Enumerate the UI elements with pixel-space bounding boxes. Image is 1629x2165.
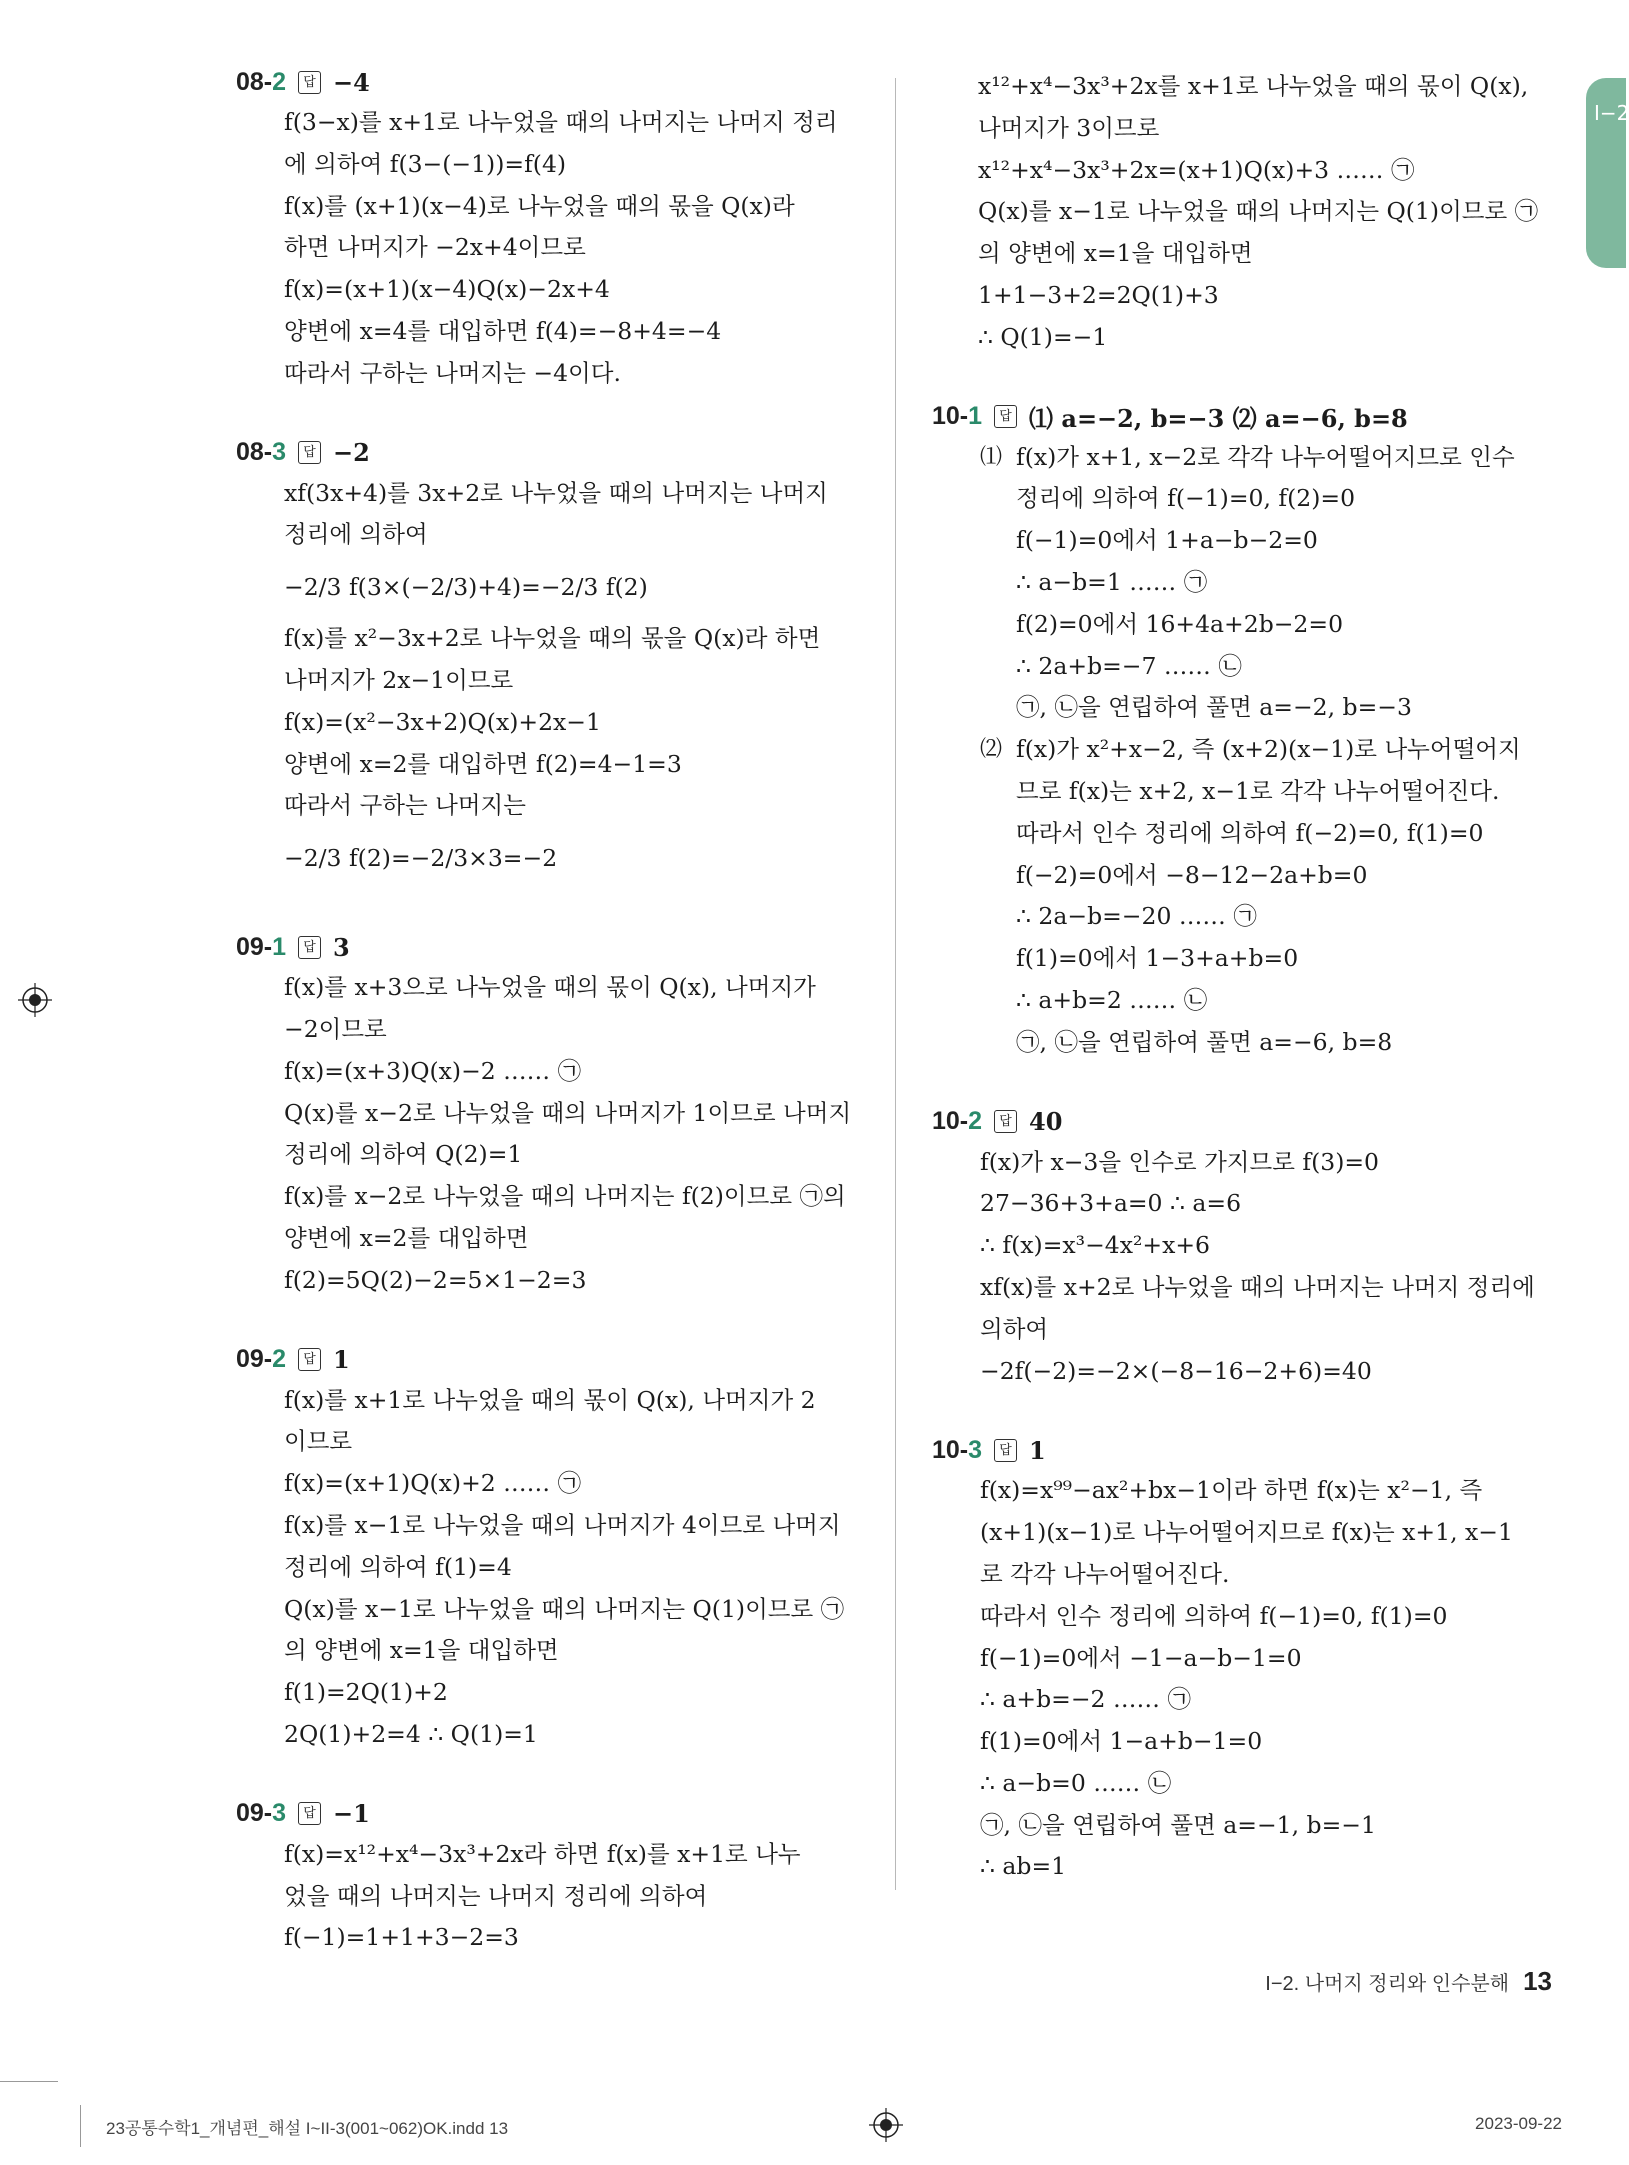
problem-number xyxy=(932,1107,982,1136)
solution-line: 에 의하여 f(3−(−1))=f(4) xyxy=(284,149,567,178)
solution-lines xyxy=(236,1834,864,1959)
answer-value: 1 xyxy=(333,1345,350,1375)
solution-line: ∴ f(x)=x³−4x²+x+6 xyxy=(980,1231,1210,1260)
problem-block xyxy=(932,1434,1558,1888)
solution-line: ∴ Q(1)=−1 xyxy=(978,322,1108,351)
solution-line: Q(x)를 x−1로 나누었을 때의 나머지는 Q(1)이므로 ㉠ xyxy=(978,197,1539,226)
solution-line: 양변에 x=2를 대입하면 xyxy=(284,1223,529,1252)
problem-number-main: 10- xyxy=(932,1435,969,1464)
solution-line: 1+1−3+2=2Q(1)+3 xyxy=(978,280,1219,309)
solution-line: 27−36+3+a=0 ∴ a=6 xyxy=(980,1189,1242,1218)
solution-line: −2/3 f(3×(−2/3)+4)=−2/3 f(2) xyxy=(284,573,648,602)
footer-section-title: I−2. 나머지 정리와 인수분해 xyxy=(1265,1973,1510,1995)
answer-badge-icon: 답 xyxy=(994,405,1017,428)
crop-line xyxy=(80,2105,81,2147)
solution-line: f(x)를 x²−3x+2로 나누었을 때의 몫을 Q(x)라 하면 xyxy=(284,624,821,653)
problem-number xyxy=(236,1345,286,1374)
page-footer xyxy=(1265,1966,1552,1997)
chapter-side-tab-label: I−2 xyxy=(1594,101,1629,125)
problem-header xyxy=(236,1798,864,1830)
solution-line: 하면 나머지가 −2x+4이므로 xyxy=(284,233,586,262)
solution-line: xf(x)를 x+2로 나누었을 때의 나머지는 나머지 정리에 xyxy=(980,1272,1535,1301)
solution-lines xyxy=(932,66,1558,359)
part-label: ⑵ xyxy=(980,737,1003,763)
solution-line: f(2)=0에서 16+4a+2b−2=0 xyxy=(1016,609,1344,638)
answer-badge-icon: 답 xyxy=(298,1348,321,1371)
problem-number-main: 08- xyxy=(236,67,273,96)
solution-line: f(x)를 x+3으로 나누었을 때의 몫이 Q(x), 나머지가 xyxy=(284,973,816,1002)
solution-line: ㉠, ㉡을 연립하여 풀면 a=−6, b=8 xyxy=(1016,1027,1393,1056)
answer-badge-icon: 답 xyxy=(298,441,321,464)
solution-line: Q(x)를 x−2로 나누었을 때의 나머지가 1이므로 나머지 xyxy=(284,1098,852,1127)
solution-line: 의 양변에 x=1을 대입하면 xyxy=(284,1636,559,1665)
solution-line: −2/3 f(2)=−2/3×3=−2 xyxy=(284,844,558,873)
column-divider xyxy=(895,78,896,1890)
problem-number xyxy=(236,438,286,467)
solution-line: f(−1)=0에서 −1−a−b−1=0 xyxy=(980,1643,1302,1672)
problem-number-sub: 2 xyxy=(272,1345,287,1374)
solution-line: f(1)=0에서 1−3+a+b=0 xyxy=(1016,944,1299,973)
problem-number-main: 09- xyxy=(236,1799,273,1828)
problem-block xyxy=(236,1798,864,1959)
problem-number-sub: 3 xyxy=(272,1799,287,1828)
solution-line: x¹²+x⁴−3x³+2x를 x+1로 나누었을 때의 몫이 Q(x), xyxy=(978,72,1529,100)
answer-badge-icon: 답 xyxy=(994,1439,1017,1462)
answer-badge-icon: 답 xyxy=(994,1110,1017,1133)
solution-line: 정리에 의하여 f(−1)=0, f(2)=0 xyxy=(1016,484,1356,513)
page-number: 13 xyxy=(1523,1966,1552,1996)
answer-value: −1 xyxy=(333,1799,370,1829)
solution-line: 나머지가 2x−1이므로 xyxy=(284,665,514,694)
registration-mark-icon xyxy=(869,2108,903,2142)
solution-line: xf(3x+4)를 3x+2로 나누었을 때의 나머지는 나머지 xyxy=(284,478,828,507)
answer-value: 1 xyxy=(1029,1435,1046,1465)
solution-line: f(x)가 x²+x−2, 즉 (x+2)(x−1)로 나누어떨어지 xyxy=(1016,735,1521,764)
solution-line: 정리에 의하여 Q(2)=1 xyxy=(284,1140,523,1169)
left-column xyxy=(236,66,864,2001)
solution-line: f(−1)=0에서 1+a−b−2=0 xyxy=(1016,526,1318,555)
solution-line: f(x)=x⁹⁹−ax²+bx−1이라 하면 f(x)는 x²−1, 즉 xyxy=(980,1476,1483,1505)
problem-number xyxy=(236,933,286,962)
solution-line: ∴ ab=1 xyxy=(980,1852,1067,1881)
solution-line: f(2)=5Q(2)−2=5×1−2=3 xyxy=(284,1265,587,1294)
solution-line: ㉠, ㉡을 연립하여 풀면 a=−2, b=−3 xyxy=(1016,693,1412,722)
solution-line: f(1)=0에서 1−a+b−1=0 xyxy=(980,1727,1263,1756)
solution-line: ∴ a+b=2 …… ㉡ xyxy=(1016,985,1208,1014)
problem-number-main: 08- xyxy=(236,438,273,467)
solution-line: 따라서 구하는 나머지는 −4이다. xyxy=(284,358,621,387)
solution-lines xyxy=(236,967,864,1301)
right-column xyxy=(932,66,1558,1930)
continued-solution xyxy=(932,66,1558,359)
solution-line: ∴ a+b=−2 …… ㉠ xyxy=(980,1685,1191,1714)
solution-lines xyxy=(236,102,864,395)
problem-header xyxy=(932,1106,1558,1138)
solution-line: 었을 때의 나머지는 나머지 정리에 의하여 xyxy=(284,1881,708,1910)
solution-line: −2이므로 xyxy=(284,1014,387,1043)
solution-line: 양변에 x=4를 대입하면 f(4)=−8+4=−4 xyxy=(284,316,722,345)
problem-block xyxy=(236,437,864,890)
problem-block xyxy=(236,66,864,395)
solution-line: f(x)=(x+1)Q(x)+2 …… ㉠ xyxy=(284,1469,582,1498)
solution-line: 이므로 xyxy=(284,1427,353,1456)
solution-line: x¹²+x⁴−3x³+2x=(x+1)Q(x)+3 …… ㉠ xyxy=(978,155,1415,184)
print-date: 2023-09-22 xyxy=(1475,2114,1562,2133)
solution-lines xyxy=(932,1470,1558,1888)
problem-number-main: 10- xyxy=(932,1107,969,1136)
solution-line: 따라서 인수 정리에 의하여 f(−2)=0, f(1)=0 xyxy=(1016,818,1484,847)
solution-line: f(−1)=1+1+3−2=3 xyxy=(284,1923,519,1952)
solution-line: ∴ 2a+b=−7 …… ㉡ xyxy=(1016,651,1242,680)
problem-block xyxy=(932,401,1558,1064)
solution-line: f(x)=(x²−3x+2)Q(x)+2x−1 xyxy=(284,707,601,736)
solution-line: 로 각각 나누어떨어진다. xyxy=(980,1559,1230,1588)
problem-number-main: 10- xyxy=(932,402,969,431)
solution-line: 의하여 xyxy=(980,1314,1049,1343)
answer-value: −4 xyxy=(333,67,370,97)
solution-line: f(1)=2Q(1)+2 xyxy=(284,1678,448,1707)
solution-line: f(x)가 x−3을 인수로 가지므로 f(3)=0 xyxy=(980,1147,1379,1176)
problem-block xyxy=(236,931,864,1301)
problem-number-sub: 1 xyxy=(272,932,287,961)
solution-line: ㉠, ㉡을 연립하여 풀면 a=−1, b=−1 xyxy=(980,1810,1376,1839)
solution-lines xyxy=(932,1142,1558,1393)
solution-lines xyxy=(980,437,1558,730)
solution-line: 따라서 구하는 나머지는 xyxy=(284,791,526,820)
solution-line: 따라서 인수 정리에 의하여 f(−1)=0, f(1)=0 xyxy=(980,1601,1448,1630)
solution-line: f(x)=(x+1)(x−4)Q(x)−2x+4 xyxy=(284,275,610,304)
problem-number-sub: 2 xyxy=(272,67,287,96)
solution-line: 나머지가 3이므로 xyxy=(978,113,1160,142)
problem-header xyxy=(236,931,864,963)
problem-number xyxy=(236,1799,286,1828)
problem-block xyxy=(932,1106,1558,1393)
answer-value: ⑴ a=−2, b=−3 ⑵ a=−6, b=8 xyxy=(1029,404,1408,434)
solution-line: 2Q(1)+2=4 ∴ Q(1)=1 xyxy=(284,1719,538,1748)
registration-mark-icon xyxy=(18,983,52,1017)
solution-line: 의 양변에 x=1을 대입하면 xyxy=(978,239,1253,268)
problem-number-sub: 2 xyxy=(968,1107,983,1136)
solution-line: f(x)를 x−2로 나누었을 때의 나머지는 f(2)이므로 ㉠의 xyxy=(284,1182,846,1211)
problem-header xyxy=(932,401,1558,433)
problem-block xyxy=(236,1344,864,1756)
solution-line: f(x)를 (x+1)(x−4)로 나누었을 때의 몫을 Q(x)라 xyxy=(284,191,795,220)
solution-lines xyxy=(236,1380,864,1756)
problem-number-sub: 1 xyxy=(968,402,983,431)
answer-badge-icon: 답 xyxy=(298,936,321,959)
solution-lines xyxy=(980,729,1558,1063)
problem-number-main: 09- xyxy=(236,1345,273,1374)
answer-value: 40 xyxy=(1029,1107,1063,1137)
solution-lines xyxy=(236,473,864,890)
problem-header xyxy=(236,66,864,98)
solution-line: −2f(−2)=−2×(−8−16−2+6)=40 xyxy=(980,1356,1372,1385)
problem-header xyxy=(236,1344,864,1376)
solution-line: f(x)를 x+1로 나누었을 때의 몫이 Q(x), 나머지가 2 xyxy=(284,1385,816,1414)
solution-part xyxy=(932,437,1558,730)
solution-line: f(x)가 x+1, x−2로 각각 나누어떨어지므로 인수 xyxy=(1016,442,1515,471)
crop-line xyxy=(0,2081,58,2082)
answer-value: −2 xyxy=(333,438,370,468)
answer-badge-icon: 답 xyxy=(298,1802,321,1825)
problem-number-sub: 3 xyxy=(968,1435,983,1464)
solution-line: f(x)를 x−1로 나누었을 때의 나머지가 4이므로 나머지 xyxy=(284,1510,841,1539)
solution-line: (x+1)(x−1)로 나누어떨어지므로 f(x)는 x+1, x−1 xyxy=(980,1518,1513,1547)
answer-badge-icon: 답 xyxy=(298,71,321,94)
solution-line: Q(x)를 x−1로 나누었을 때의 나머지는 Q(1)이므로 ㉠ xyxy=(284,1594,845,1623)
problem-header xyxy=(236,437,864,469)
solution-line: ∴ a−b=0 …… ㉡ xyxy=(980,1768,1172,1797)
solution-part xyxy=(932,729,1558,1063)
solution-line: f(3−x)를 x+1로 나누었을 때의 나머지는 나머지 정리 xyxy=(284,108,838,136)
solution-line: f(x)=x¹²+x⁴−3x³+2x라 하면 f(x)를 x+1로 나누 xyxy=(284,1839,801,1868)
answer-value: 3 xyxy=(333,932,350,962)
problem-number-sub: 3 xyxy=(272,438,287,467)
solution-line: 므로 f(x)는 x+2, x−1로 각각 나누어떨어진다. xyxy=(1016,776,1500,805)
solution-line: 정리에 의하여 xyxy=(284,520,428,549)
solution-line: ∴ 2a−b=−20 …… ㉠ xyxy=(1016,902,1257,931)
problem-number xyxy=(236,68,286,97)
problem-number xyxy=(932,402,982,431)
solution-line: 양변에 x=2를 대입하면 f(2)=4−1=3 xyxy=(284,749,682,778)
problem-header xyxy=(932,1434,1558,1466)
solution-line: 정리에 의하여 f(1)=4 xyxy=(284,1552,512,1581)
chapter-side-tab xyxy=(1586,78,1629,268)
solution-line: f(x)=(x+3)Q(x)−2 …… ㉠ xyxy=(284,1056,582,1085)
problem-number xyxy=(932,1436,982,1465)
print-file-name: 23공통수학1_개념편_해설 I~II-3(001~062)OK.indd 13 xyxy=(106,2119,509,2138)
problem-number-main: 09- xyxy=(236,932,273,961)
part-label: ⑴ xyxy=(980,444,1003,470)
solution-line: f(−2)=0에서 −8−12−2a+b=0 xyxy=(1016,860,1368,889)
solution-line: ∴ a−b=1 …… ㉠ xyxy=(1016,567,1208,596)
